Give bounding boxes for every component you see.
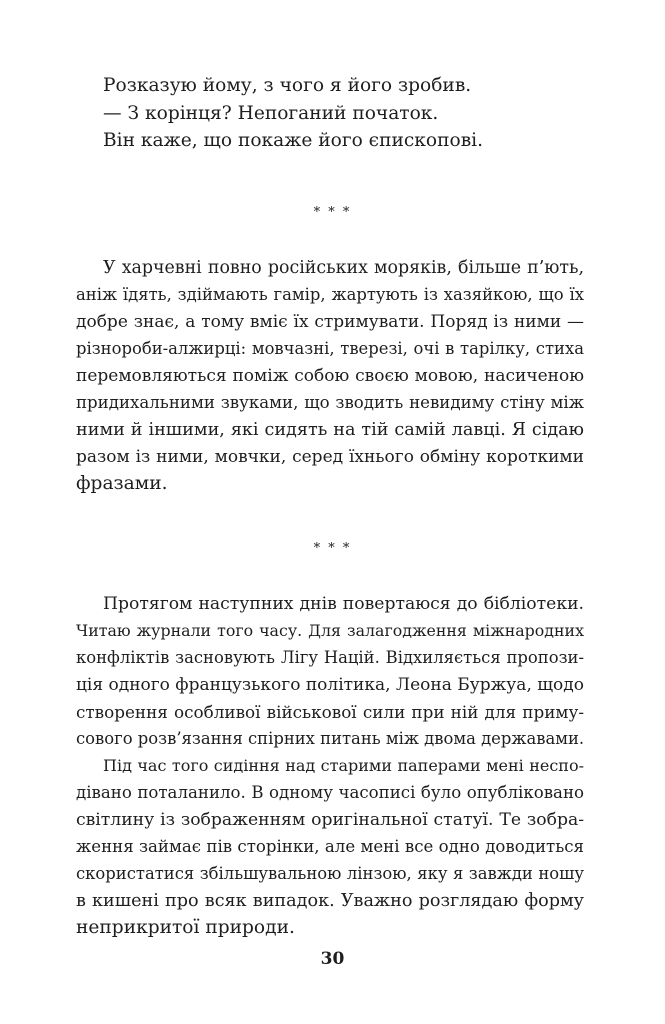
dialogue-line: Розказую йому, з чого я його зробив. <box>103 75 472 96</box>
paragraph-line: Під час того сидіння над старими паперами мені неспо- <box>103 756 584 775</box>
paragraph-line: Протягом наступних днів повертаюся до бібліотеки. <box>103 594 584 614</box>
paragraph-line: У харчевні повно російських моряків, більше п’ють, <box>103 258 584 278</box>
paragraph-line: ними й іншими, які сидять на тій самій лавці. Я сідаю <box>76 420 584 440</box>
dialogue-line: Він каже, що покаже його єпископові. <box>103 130 484 151</box>
paragraph-line: ження займає пів сторінки, але мені все одно доводиться <box>76 837 584 856</box>
paragraph-line: аніж їдять, здіймають гамір, жартують із хазяйкою, що їх <box>76 285 584 304</box>
paragraph-line: скористатися збільшувальною лінзою, яку я завжди ношу <box>76 864 584 883</box>
section-separator: * * * <box>313 541 352 556</box>
paragraph-line: придихальними звуками, що зводить невидиму стіну між <box>76 393 584 412</box>
section-separator: * * * <box>313 205 352 220</box>
paragraph-line: дівано поталанило. В одному часописі було опубліковано <box>76 783 584 802</box>
page-number: 30 <box>320 949 345 969</box>
paragraph-line: різнороби-алжирці: мовчазні, тверезі, очі в тарілку, стиха <box>76 339 584 358</box>
paragraph-line: Читаю журнали того часу. Для залагодження міжнародних <box>76 621 584 640</box>
paragraph-line: конфліктів засновують Лігу Націй. Відхиляється пропози- <box>76 648 584 667</box>
paragraph-line: сового розв’язання спірних питань між двома державами. <box>76 729 585 748</box>
paragraph-line: добре знає, а тому вміє їх стримувати. Поряд із ними — <box>76 312 584 332</box>
paragraph-line: світлину із зображенням оригінальної статуї. Те зобра- <box>76 810 584 830</box>
paragraph-line: разом із ними, мовчки, серед їхнього обміну короткими <box>76 447 584 467</box>
paragraph-line: фразами. <box>76 473 168 494</box>
paragraph-line: створення особливої військової сили при ній для приму- <box>76 702 584 722</box>
paragraph-line: перемовляються поміж собою своєю мовою, насиченою <box>76 366 584 386</box>
dialogue-line: — З корінця? Непоганий початок. <box>103 103 439 124</box>
paragraph-line: в кишені про всяк випадок. Уважно розглядаю форму <box>76 891 584 911</box>
paragraph-line: неприкритої природи. <box>76 917 295 938</box>
paragraph-line: ція одного французького політика, Леона Буржуа, щодо <box>76 675 584 695</box>
